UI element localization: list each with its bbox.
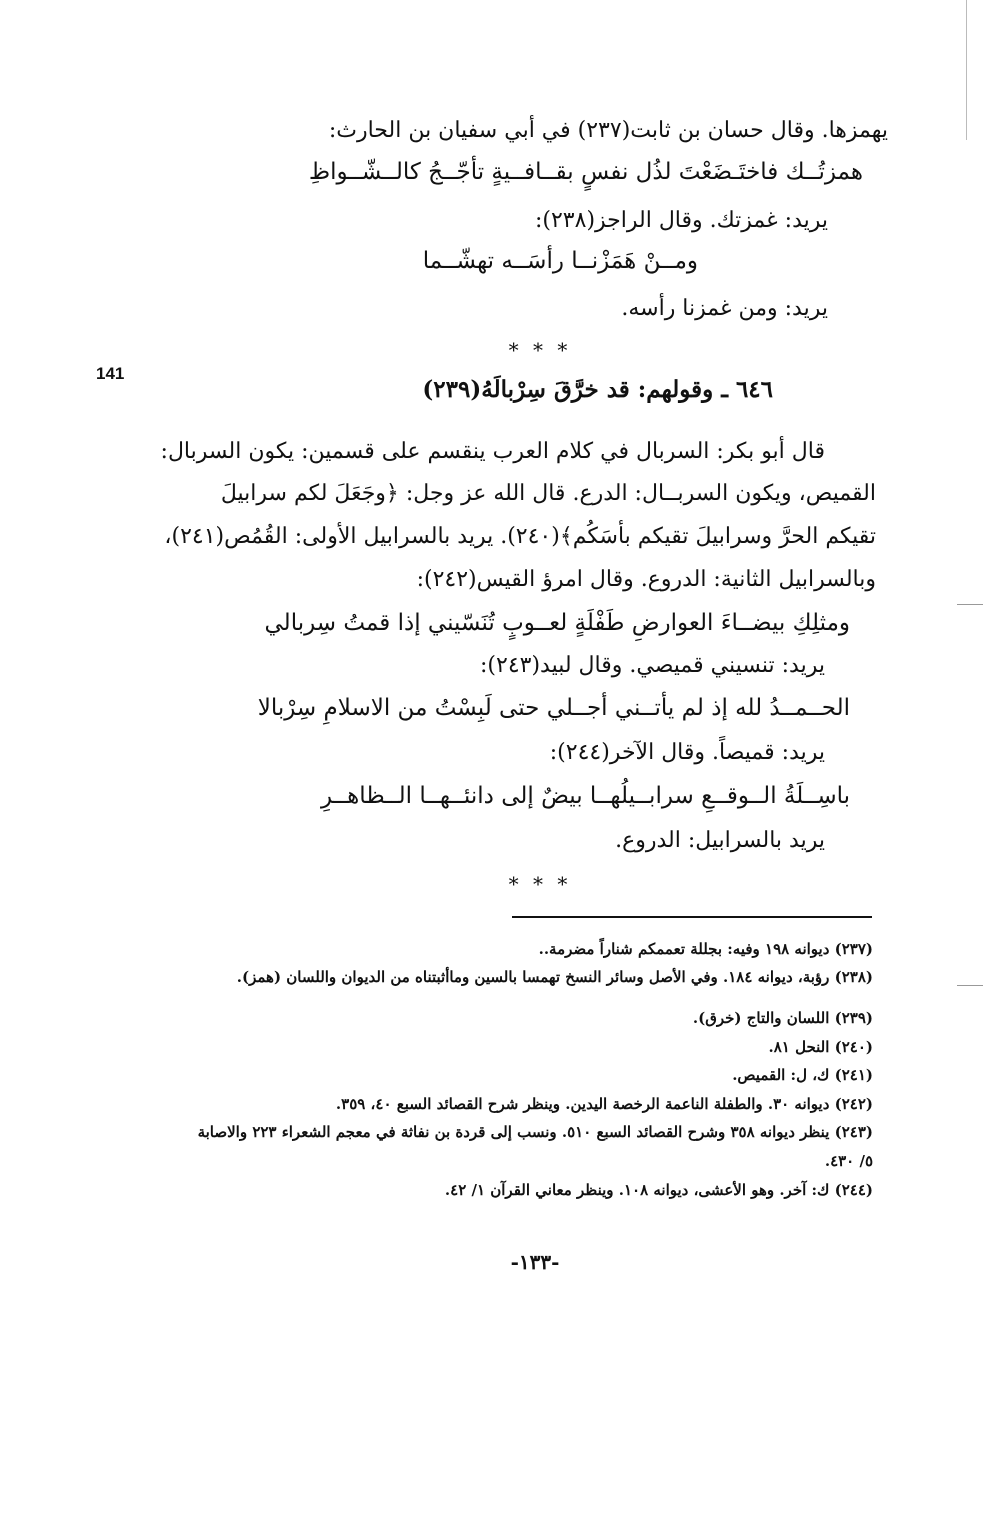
entry-heading: ٦٤٦ ـ وقولهم: قد خرَّقَ سِرْبالَهُ(٢٣٩) (422, 376, 773, 403)
text-line: وبالسرابيل الثانية: الدروع. وقال امرؤ القيس(٢٤٢): (416, 567, 876, 592)
page-number: -١٣٣- (510, 1250, 560, 1274)
footnote: (٢٤٢) ديوانه ٣٠. والطفلة الناعمة الرخصة اليدين. وينظر شرح القصائد السبع ٤٠، ٣٥٩. (335, 1095, 873, 1113)
text-line: يريد بالسرابيل: الدروع. (615, 828, 825, 853)
text-line: القميص، ويكون السربــال: الدرع. قال الله عز وجل: ﴿وجَعَلَ لكم سرابيلَ (220, 481, 876, 506)
footnote: (٢٤٤) ك: آخر. وهو الأعشى، ديوانه ١٠٨. وينظر معاني القرآن ١/ ٤٢. (444, 1181, 873, 1199)
footnote: (٢٣٧) ديوانه ١٩٨ وفيه: بجللة تعممكم شناراً مضرمة.. (538, 940, 873, 958)
section-separator: * * * (508, 872, 572, 896)
text-line: يهمزها. وقال حسان بن ثابت(٢٣٧) في أبي سفيان بن الحارث: (328, 118, 888, 143)
text-line: يريد: ومن غمزنا رأسه. (621, 296, 828, 321)
text-line: يريد: تنسيني قميصي. وقال لبيد(٢٤٣): (480, 653, 825, 678)
footnote: (٢٤٣) ينظر ديوانه ٣٥٨ وشرح القصائد السبع ٥١٠. ونسب إلى قردة بن نفاثة في معجم الشعراء ٢٢٣ والاصابة (197, 1123, 873, 1141)
verse-line: همزتُــك فاختَـضَعْتَ لذُل نفسٍ بقــافــيةٍ تأجّــجُ كالــشّــواظِ (308, 159, 863, 185)
verse-line: ومــنْ هَمَزْنــا رأسَــه تهشّــما (422, 248, 698, 274)
scan-edge-mark (957, 604, 983, 605)
footnote: (٢٣٩) اللسان والتاج (خرق). (692, 1009, 873, 1027)
footnote: (٢٤١) ك، ل: القميص. (732, 1066, 873, 1084)
margin-number: 141 (96, 364, 125, 383)
text-line: يريد: غمزتك. وقال الراجز(٢٣٨): (534, 208, 828, 233)
footnote: (٢٣٨) رؤبة، ديوانه ١٨٤. وفي الأصل وسائر النسخ تهمسا بالسين وماأثبتناه من الديوان واللسان (همز). (236, 968, 873, 986)
verse-line: ومثلِكِ بيضــاءَ العوارضِ طَفْلَةٍ لعــوبٍ تُنَسّيني إذا قمتُ سِربالي (264, 610, 850, 636)
scan-edge-mark (957, 985, 983, 986)
scan-edge-line (966, 0, 967, 140)
text-line: تقيكم الحرَّ وسرابيلَ تقيكم بأسَكُم﴾(٢٤٠). يريد بالسرابيل الأولى: القُمُص(٢٤١)، (164, 524, 876, 549)
text-line: قال أبو بكر: السربال في كلام العرب ينقسم على قسمين: يكون السربال: (160, 439, 825, 464)
verse-line: باسِــلَةُ الــوقــعِ سرابــيلُهــا بيضٌ إلى دانئــهــا الــظاهــرِ (321, 783, 850, 809)
footnote: ٥/ ٤٣٠. (824, 1152, 873, 1170)
footnote: (٢٤٠) النحل ٨١. (768, 1038, 873, 1056)
text-line: يريد: قميصاً. وقال الآخر(٢٤٤): (549, 740, 825, 765)
verse-line: الحــمــدُ لله إذ لم يأتــني أجــلي حتى لَبِسْتُ من الاسلامِ سِرْبالا (257, 695, 850, 721)
section-separator: * * * (508, 338, 572, 362)
footnote-rule (512, 916, 872, 918)
